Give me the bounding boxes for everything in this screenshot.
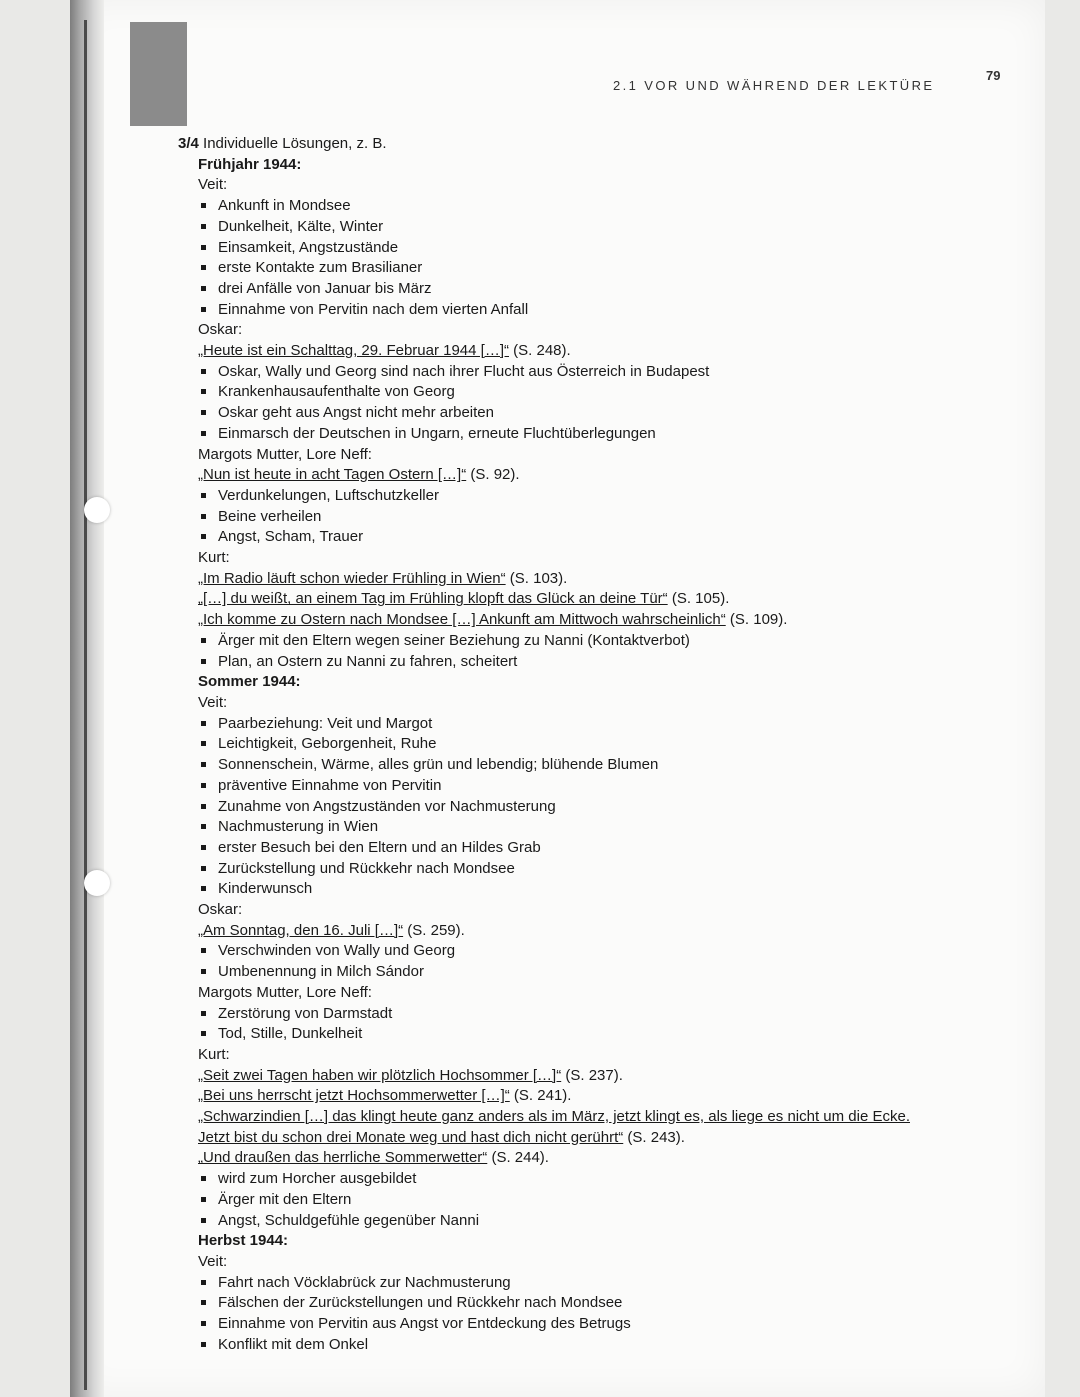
quote-line xyxy=(198,341,938,362)
list-item: Paarbeziehung: Veit und Margot xyxy=(198,714,938,735)
page-number: 79 xyxy=(986,68,1001,83)
list-item: Ärger mit den Eltern wegen seiner Beziehung zu Nanni (Kontaktverbot) xyxy=(198,631,938,652)
exercise-intro: Individuelle Lösungen, z. B. xyxy=(203,135,387,152)
page-reference: (S. 103). xyxy=(505,569,568,587)
list-item: erster Besuch bei den Eltern und an Hildes Grab xyxy=(198,838,938,859)
list-item: Nachmusterung in Wien xyxy=(198,817,938,838)
season-title: Herbst 1944: xyxy=(198,1232,289,1250)
person-label: Kurt: xyxy=(198,1045,230,1063)
quote-line xyxy=(198,1107,938,1148)
season-section xyxy=(198,1231,938,1355)
list-item: präventive Einnahme von Pervitin xyxy=(198,776,938,797)
person-label: Oskar: xyxy=(198,321,243,339)
list-item: Zurückstellung und Rückkehr nach Mondsee xyxy=(198,859,938,880)
quote-line xyxy=(198,465,938,486)
binding-line xyxy=(84,20,87,1390)
person-label: Oskar: xyxy=(198,901,243,919)
quote-line xyxy=(198,1066,938,1087)
season-section xyxy=(198,672,938,1231)
page-reference: (S. 243). xyxy=(623,1128,685,1146)
quote-text: „Heute ist ein Schalttag, 29. Februar 1944 […]“ xyxy=(198,342,509,360)
list-item: Kinderwunsch xyxy=(198,879,938,900)
exercise-line xyxy=(178,134,938,155)
quote-line xyxy=(198,1086,938,1107)
page-reference: (S. 92). xyxy=(466,466,520,484)
page-reference: (S. 248). xyxy=(509,342,571,360)
list-item: Tod, Stille, Dunkelheit xyxy=(198,1024,938,1045)
running-header: 2.1 VOR UND WÄHREND DER LEKTÜRE xyxy=(613,78,935,93)
list-item: Oskar geht aus Angst nicht mehr arbeiten xyxy=(198,403,938,424)
bullet-list xyxy=(198,1004,938,1045)
page-reference: (S. 109). xyxy=(725,611,788,629)
quote-text: „Und draußen das herrliche Sommerwetter“ xyxy=(198,1149,488,1167)
quote-line xyxy=(198,589,938,610)
list-item: Leichtigkeit, Geborgenheit, Ruhe xyxy=(198,734,938,755)
person-label: Veit: xyxy=(198,693,228,711)
quote-text: „Schwarzindien […] das klingt heute ganz anders als im März, jetzt klingt es, als liege es nicht um die Ecke. Jetzt bist du schon drei Monate weg und hast dich nicht gerührt“ xyxy=(198,1108,910,1146)
list-item: Einnahme von Pervitin aus Angst vor Entdeckung des Betrugs xyxy=(198,1314,938,1335)
season-title: Sommer 1944: xyxy=(198,673,301,691)
quote-text: „Nun ist heute in acht Tagen Ostern […]“ xyxy=(198,466,467,484)
bullet-list xyxy=(198,631,938,672)
list-item: Ankunft in Mondsee xyxy=(198,196,938,217)
punch-hole xyxy=(84,870,110,896)
list-item: Oskar, Wally und Georg sind nach ihrer Flucht aus Österreich in Budapest xyxy=(198,362,938,383)
page-reference: (S. 259). xyxy=(403,921,465,939)
list-item: Angst, Scham, Trauer xyxy=(198,527,938,548)
list-item: Krankenhausaufenthalte von Georg xyxy=(198,382,938,403)
list-item: Zunahme von Angstzuständen vor Nachmusterung xyxy=(198,797,938,818)
quote-line xyxy=(198,569,938,590)
quote-text: „Am Sonntag, den 16. Juli […]“ xyxy=(198,921,404,939)
list-item: Einnahme von Pervitin nach dem vierten Anfall xyxy=(198,300,938,321)
bullet-list xyxy=(198,362,938,445)
season-title: Frühjahr 1944: xyxy=(198,155,302,173)
quote-line xyxy=(198,610,938,631)
binding-edge xyxy=(70,0,104,1397)
list-item: Plan, an Ostern zu Nanni zu fahren, scheitert xyxy=(198,652,938,673)
list-item: Einsamkeit, Angstzustände xyxy=(198,238,938,259)
list-item: wird zum Horcher ausgebildet xyxy=(198,1169,938,1190)
quote-text: „[…] du weißt, an einem Tag im Frühling klopft das Glück an deine Tür“ xyxy=(198,590,668,608)
person-label: Veit: xyxy=(198,1252,228,1270)
list-item: Fälschen der Zurückstellungen und Rückkehr nach Mondsee xyxy=(198,1293,938,1314)
gray-tab-marker xyxy=(130,22,187,126)
quote-text: „Seit zwei Tagen haben wir plötzlich Hochsommer […]“ xyxy=(198,1066,562,1084)
person-label: Veit: xyxy=(198,176,228,194)
season-section xyxy=(198,155,938,673)
quote-text: „Bei uns herrscht jetzt Hochsommerwetter […]“ xyxy=(198,1087,510,1105)
exercise-number: 3/4 xyxy=(178,135,199,152)
quote-text: „Ich komme zu Ostern nach Mondsee […] Ankunft am Mittwoch wahrscheinlich“ xyxy=(198,611,726,629)
list-item: Sonnenschein, Wärme, alles grün und lebendig; blühende Blumen xyxy=(198,755,938,776)
page-reference: (S. 241). xyxy=(509,1087,572,1105)
list-item: Verdunkelungen, Luftschutzkeller xyxy=(198,486,938,507)
quote-line xyxy=(198,921,938,942)
person-label: Margots Mutter, Lore Neff: xyxy=(198,983,372,1001)
bullet-list xyxy=(198,486,938,548)
list-item: Verschwinden von Wally und Georg xyxy=(198,941,938,962)
list-item: Ärger mit den Eltern xyxy=(198,1190,938,1211)
page-reference: (S. 244). xyxy=(487,1149,549,1167)
list-item: Fahrt nach Vöcklabrück zur Nachmusterung xyxy=(198,1273,938,1294)
bullet-list xyxy=(198,196,938,320)
list-item: Beine verheilen xyxy=(198,507,938,528)
page-reference: (S. 237). xyxy=(561,1066,623,1084)
list-item: Zerstörung von Darmstadt xyxy=(198,1004,938,1025)
sections xyxy=(178,155,938,1356)
person-label: Margots Mutter, Lore Neff: xyxy=(198,445,372,463)
document-body xyxy=(178,134,938,1355)
quote-line xyxy=(198,1148,938,1169)
list-item: Angst, Schuldgefühle gegenüber Nanni xyxy=(198,1211,938,1232)
page-reference: (S. 105). xyxy=(667,590,730,608)
list-item: Dunkelheit, Kälte, Winter xyxy=(198,217,938,238)
punch-hole xyxy=(84,497,110,523)
bullet-list xyxy=(198,1273,938,1356)
bullet-list xyxy=(198,941,938,982)
list-item: Einmarsch der Deutschen in Ungarn, erneute Fluchtüberlegungen xyxy=(198,424,938,445)
bullet-list xyxy=(198,1169,938,1231)
list-item: Konflikt mit dem Onkel xyxy=(198,1335,938,1356)
list-item: erste Kontakte zum Brasilianer xyxy=(198,258,938,279)
person-label: Kurt: xyxy=(198,549,230,567)
list-item: Umbenennung in Milch Sándor xyxy=(198,962,938,983)
quote-text: „Im Radio läuft schon wieder Frühling in Wien“ xyxy=(198,569,506,587)
bullet-list xyxy=(198,714,938,900)
list-item: drei Anfälle von Januar bis März xyxy=(198,279,938,300)
